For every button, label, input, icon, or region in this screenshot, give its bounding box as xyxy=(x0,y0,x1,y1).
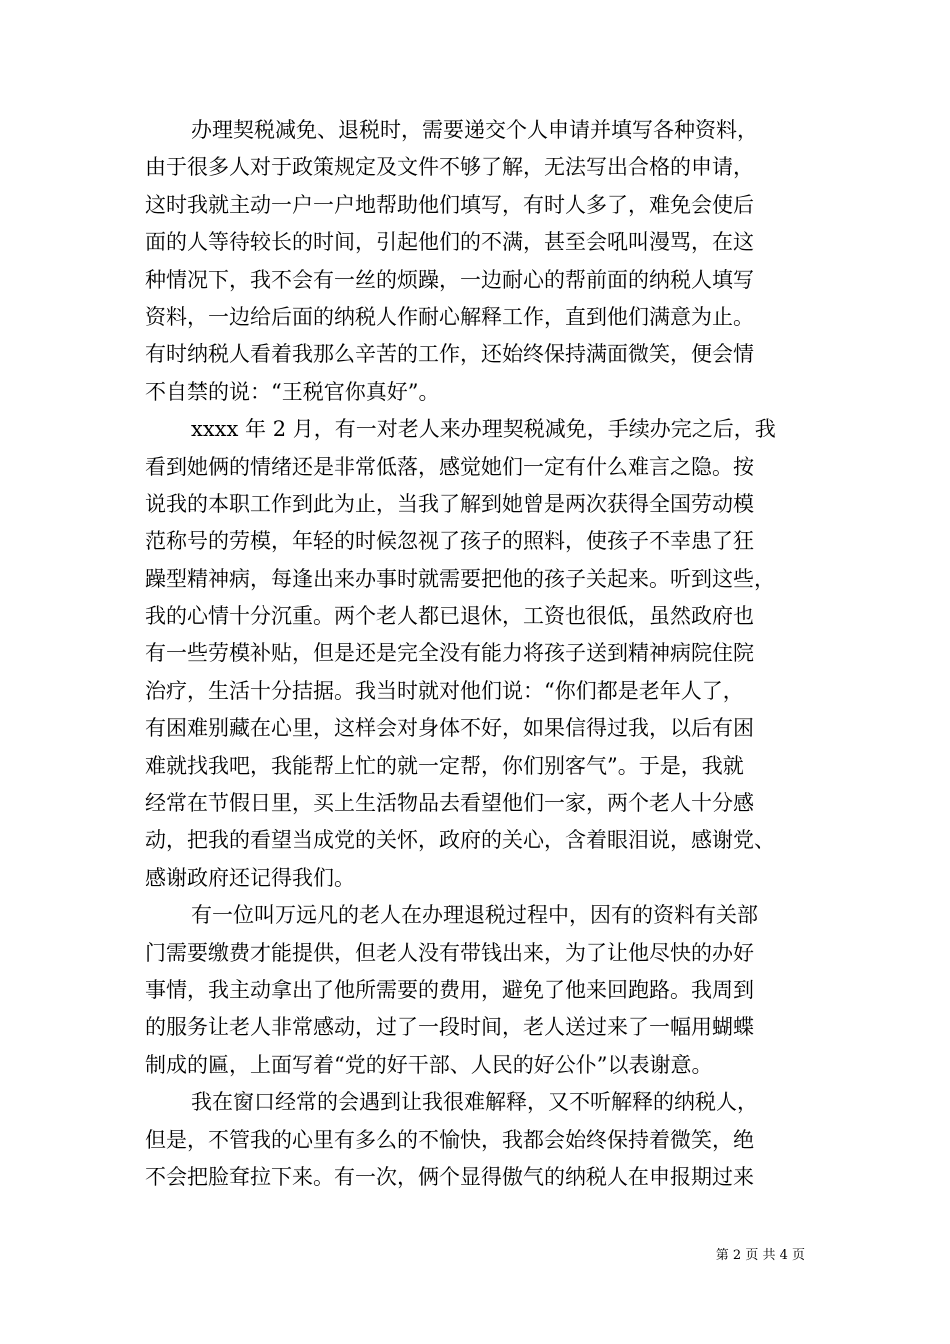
paragraph-1-line-1: 办理契税减免、退税时，需要递交个人申请并填写各种资料， xyxy=(191,118,758,142)
paragraph-2-line-7: 有一些劳模补贴，但是还是完全没有能力将孩子送到精神病院住院 xyxy=(145,641,754,666)
paragraph-2-line-9: 有困难别藏在心里，这样会对身体不好，如果信得过我，以后有困 xyxy=(145,716,754,741)
paragraph-4-line-1: 我在窗口经常的会遇到让我很难解释，又不听解释的纳税人， xyxy=(191,1090,758,1115)
paragraph-2-line-4: 范称号的劳模，年轻的时候忽视了孩子的照料，使孩子不幸患了狂 xyxy=(145,529,754,554)
paragraph-1-line-3: 这时我就主动一户一户地帮助他们填写，有时人多了，难免会使后 xyxy=(145,192,754,217)
paragraph-2-line-2: 看到她俩的情绪还是非常低落，感觉她们一定有什么难言之隐。按 xyxy=(145,454,754,479)
paragraph-2-line-11: 经常在节假日里，买上生活物品去看望他们一家，两个老人十分感 xyxy=(145,791,754,816)
paragraph-2-line-12: 动，把我的看望当成党的关怀，政府的关心，含着眼泪说，感谢党、 xyxy=(145,828,775,853)
paragraph-3-line-5: 制成的匾，上面写着“党的好干部、人民的好公仆”以表谢意。 xyxy=(145,1052,713,1077)
paragraph-2-line-5: 躁型精神病，每逢出来办事时就需要把他的孩子关起来。听到这些， xyxy=(145,566,775,591)
paragraph-1-line-4: 面的人等待较长的时间，引起他们的不满，甚至会吼叫漫骂，在这 xyxy=(145,230,754,255)
paragraph-1-line-7: 有时纳税人看着我那么辛苦的工作，还始终保持满面微笑，便会情 xyxy=(145,342,754,367)
paragraph-2-line-1: xxxx 年 2 月，有一对老人来办理契税减免，手续办完之后，我 xyxy=(191,417,776,442)
paragraph-2-line-8: 治疗，生活十分拮据。我当时就对他们说：“你们都是老年人了， xyxy=(145,678,744,703)
paragraph-3-line-4: 的服务让老人非常感动，过了一段时间，老人送过来了一幅用蝴蝶 xyxy=(145,1015,754,1040)
paragraph-3-line-2: 门需要缴费才能提供，但老人没有带钱出来，为了让他尽快的办好 xyxy=(145,940,754,965)
body-text xyxy=(145,112,805,1196)
paragraph-3-line-1: 有一位叫万远凡的老人在办理退税过程中，因有的资料有关部 xyxy=(191,903,758,928)
paragraph-2-line-6: 我的心情十分沉重。两个老人都已退休，工资也很低，虽然政府也 xyxy=(145,604,754,629)
paragraph-1-line-8: 不自禁的说：“王税官你真好”。 xyxy=(145,379,440,404)
paragraph-3-line-3: 事情，我主动拿出了他所需要的费用，避免了他来回跑路。我周到 xyxy=(145,977,754,1002)
paragraph-2-line-10: 难就找我吧，我能帮上忙的就一定帮，你们别客气”。于是，我就 xyxy=(145,753,744,778)
paragraph-2-line-13: 感谢政府还记得我们。 xyxy=(145,865,355,890)
paragraph-1-line-5: 种情况下，我不会有一丝的烦躁，一边耐心的帮前面的纳税人填写 xyxy=(145,267,754,292)
page-number-footer: 第 2 页 共 4 页 xyxy=(715,1248,805,1263)
paragraph-2-line-3: 说我的本职工作到此为止，当我了解到她曾是两次获得全国劳动模 xyxy=(145,491,754,516)
paragraph-1-line-2: 由于很多人对于政策规定及文件不够了解，无法写出合格的申请， xyxy=(145,155,754,180)
paragraph-1-line-6: 资料，一边给后面的纳税人作耐心解释工作，直到他们满意为止。 xyxy=(145,304,754,329)
paragraph-4-line-3: 不会把脸耷拉下来。有一次，俩个显得傲气的纳税人在申报期过来 xyxy=(145,1164,754,1189)
paragraph-4-line-2: 但是，不管我的心里有多么的不愉快，我都会始终保持着微笑，绝 xyxy=(145,1127,754,1152)
